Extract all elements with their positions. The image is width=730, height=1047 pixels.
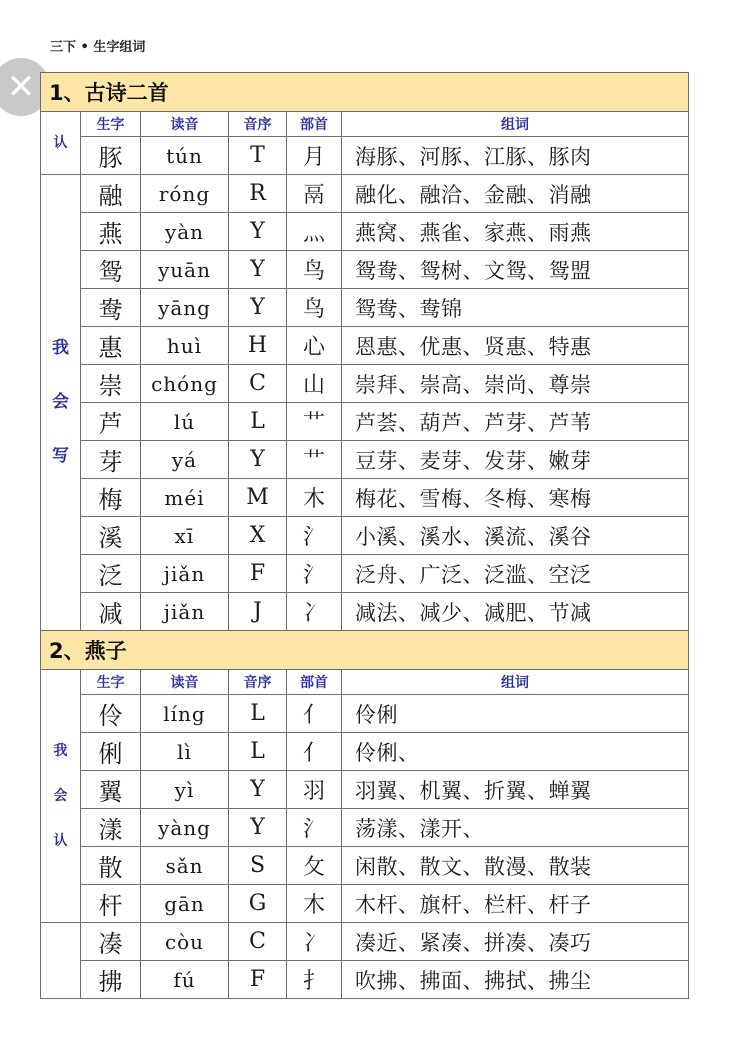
- table-row: [41, 137, 689, 175]
- table-row: [41, 175, 689, 213]
- pinyin-cell: huì: [141, 327, 229, 365]
- column-header-radical: 部首: [287, 112, 342, 137]
- radical-cell: 氵: [287, 517, 342, 555]
- pinyin-cell: jiǎn: [141, 593, 229, 631]
- word-list-cell: 吹拂、拂面、拂拭、拂尘: [342, 961, 689, 999]
- initial-letter-cell: F: [229, 555, 287, 593]
- initial-letter-cell: X: [229, 517, 287, 555]
- category-label: 我 会 认: [41, 670, 81, 923]
- character-cell: 芦: [81, 403, 141, 441]
- word-list-cell: 木杆、旗杆、栏杆、杆子: [342, 885, 689, 923]
- word-list-cell: 海豚、河豚、江豚、豚肉: [342, 137, 689, 175]
- word-list-cell: 羽翼、机翼、折翼、蝉翼: [342, 771, 689, 809]
- word-list-cell: 伶俐: [342, 695, 689, 733]
- pinyin-cell: yuān: [141, 251, 229, 289]
- pinyin-cell: yàn: [141, 213, 229, 251]
- column-header-pinyin: 读音: [141, 670, 229, 695]
- word-list-cell: 燕窝、燕雀、家燕、雨燕: [342, 213, 689, 251]
- radical-cell: 鸟: [287, 251, 342, 289]
- initial-letter-cell: T: [229, 137, 287, 175]
- character-cell: 燕: [81, 213, 141, 251]
- word-list-cell: 小溪、溪水、溪流、溪谷: [342, 517, 689, 555]
- pinyin-cell: còu: [141, 923, 229, 961]
- initial-letter-cell: G: [229, 885, 287, 923]
- initial-letter-cell: L: [229, 733, 287, 771]
- table-row: [41, 593, 689, 631]
- character-cell: 翼: [81, 771, 141, 809]
- word-list-cell: 梅花、雪梅、冬梅、寒梅: [342, 479, 689, 517]
- pinyin-cell: gān: [141, 885, 229, 923]
- column-header-words: 组词: [342, 112, 689, 137]
- character-cell: 凑: [81, 923, 141, 961]
- table-row: [41, 809, 689, 847]
- character-cell: 伶: [81, 695, 141, 733]
- initial-letter-cell: C: [229, 365, 287, 403]
- character-cell: 漾: [81, 809, 141, 847]
- character-cell: 拂: [81, 961, 141, 999]
- radical-cell: 木: [287, 885, 342, 923]
- table-row: [41, 327, 689, 365]
- radical-cell: 冫: [287, 923, 342, 961]
- pinyin-cell: xī: [141, 517, 229, 555]
- pinyin-cell: lú: [141, 403, 229, 441]
- radical-cell: 灬: [287, 213, 342, 251]
- table-row: [41, 695, 689, 733]
- pinyin-cell: yàng: [141, 809, 229, 847]
- character-cell: 散: [81, 847, 141, 885]
- table-row: [41, 847, 689, 885]
- pinyin-cell: tún: [141, 137, 229, 175]
- page-title: 三下 • 生字组词: [50, 40, 146, 55]
- initial-letter-cell: M: [229, 479, 287, 517]
- radical-cell: 木: [287, 479, 342, 517]
- table-row: [41, 365, 689, 403]
- pinyin-cell: chóng: [141, 365, 229, 403]
- column-header-order: 音序: [229, 112, 287, 137]
- column-header-pinyin: 读音: [141, 112, 229, 137]
- character-cell: 俐: [81, 733, 141, 771]
- pinyin-cell: yāng: [141, 289, 229, 327]
- word-list-cell: 闲散、散文、散漫、散装: [342, 847, 689, 885]
- radical-cell: 鬲: [287, 175, 342, 213]
- character-cell: 鸳: [81, 251, 141, 289]
- character-cell: 溪: [81, 517, 141, 555]
- table-row: [41, 885, 689, 923]
- column-header-char: 生字: [81, 670, 141, 695]
- radical-cell: 鸟: [287, 289, 342, 327]
- character-cell: 崇: [81, 365, 141, 403]
- radical-cell: 扌: [287, 961, 342, 999]
- character-cell: 泛: [81, 555, 141, 593]
- character-cell: 鸯: [81, 289, 141, 327]
- pinyin-cell: fú: [141, 961, 229, 999]
- initial-letter-cell: L: [229, 403, 287, 441]
- initial-letter-cell: Y: [229, 809, 287, 847]
- section-title: 2、燕子: [41, 631, 689, 670]
- table-row: [41, 771, 689, 809]
- pinyin-cell: jiǎn: [141, 555, 229, 593]
- table-row: [41, 555, 689, 593]
- radical-cell: 心: [287, 327, 342, 365]
- initial-letter-cell: R: [229, 175, 287, 213]
- initial-letter-cell: H: [229, 327, 287, 365]
- character-cell: 融: [81, 175, 141, 213]
- initial-letter-cell: Y: [229, 289, 287, 327]
- word-list-cell: 减法、减少、减肥、节减: [342, 593, 689, 631]
- word-list-cell: 鸳鸯、鸳树、文鸳、鸳盟: [342, 251, 689, 289]
- initial-letter-cell: Y: [229, 771, 287, 809]
- table-row: [41, 251, 689, 289]
- word-list-cell: 鸳鸯、鸯锦: [342, 289, 689, 327]
- word-list-cell: 豆芽、麦芽、发芽、嫩芽: [342, 441, 689, 479]
- initial-letter-cell: Y: [229, 213, 287, 251]
- pinyin-cell: líng: [141, 695, 229, 733]
- radical-cell: 氵: [287, 555, 342, 593]
- character-cell: 减: [81, 593, 141, 631]
- initial-letter-cell: S: [229, 847, 287, 885]
- table-row: [41, 517, 689, 555]
- pinyin-cell: sǎn: [141, 847, 229, 885]
- radical-cell: 氵: [287, 809, 342, 847]
- table-row: [41, 403, 689, 441]
- initial-letter-cell: Y: [229, 251, 287, 289]
- initial-letter-cell: J: [229, 593, 287, 631]
- table-row: [41, 961, 689, 999]
- pinyin-cell: róng: [141, 175, 229, 213]
- table-row: [41, 441, 689, 479]
- close-icon[interactable]: ✕: [0, 58, 50, 116]
- character-cell: 豚: [81, 137, 141, 175]
- initial-letter-cell: C: [229, 923, 287, 961]
- radical-cell: 攵: [287, 847, 342, 885]
- vocabulary-table: [40, 72, 689, 999]
- radical-cell: 艹: [287, 403, 342, 441]
- table-row: [41, 213, 689, 251]
- radical-cell: 冫: [287, 593, 342, 631]
- initial-letter-cell: L: [229, 695, 287, 733]
- radical-cell: 亻: [287, 733, 342, 771]
- category-label: [41, 923, 81, 999]
- word-list-cell: 崇拜、崇高、崇尚、尊崇: [342, 365, 689, 403]
- radical-cell: 亻: [287, 695, 342, 733]
- table-row: [41, 923, 689, 961]
- word-list-cell: 荡漾、漾开、: [342, 809, 689, 847]
- category-label: 认: [41, 112, 81, 175]
- category-label: 我 会 写: [41, 175, 81, 631]
- table-row: [41, 289, 689, 327]
- table-row: [41, 479, 689, 517]
- column-header-char: 生字: [81, 112, 141, 137]
- column-header-radical: 部首: [287, 670, 342, 695]
- character-cell: 惠: [81, 327, 141, 365]
- pinyin-cell: méi: [141, 479, 229, 517]
- word-list-cell: 泛舟、广泛、泛滥、空泛: [342, 555, 689, 593]
- word-list-cell: 融化、融洽、金融、消融: [342, 175, 689, 213]
- vocabulary-sheet: [40, 72, 688, 999]
- character-cell: 杆: [81, 885, 141, 923]
- initial-letter-cell: F: [229, 961, 287, 999]
- column-header-words: 组词: [342, 670, 689, 695]
- column-header-order: 音序: [229, 670, 287, 695]
- table-row: [41, 733, 689, 771]
- word-list-cell: 凑近、紧凑、拼凑、凑巧: [342, 923, 689, 961]
- pinyin-cell: lì: [141, 733, 229, 771]
- section-title: 1、古诗二首: [41, 73, 689, 112]
- word-list-cell: 伶俐、: [342, 733, 689, 771]
- pinyin-cell: yì: [141, 771, 229, 809]
- radical-cell: 艹: [287, 441, 342, 479]
- word-list-cell: 恩惠、优惠、贤惠、特惠: [342, 327, 689, 365]
- radical-cell: 羽: [287, 771, 342, 809]
- character-cell: 梅: [81, 479, 141, 517]
- radical-cell: 月: [287, 137, 342, 175]
- word-list-cell: 芦荟、葫芦、芦芽、芦苇: [342, 403, 689, 441]
- radical-cell: 山: [287, 365, 342, 403]
- pinyin-cell: yá: [141, 441, 229, 479]
- initial-letter-cell: Y: [229, 441, 287, 479]
- character-cell: 芽: [81, 441, 141, 479]
